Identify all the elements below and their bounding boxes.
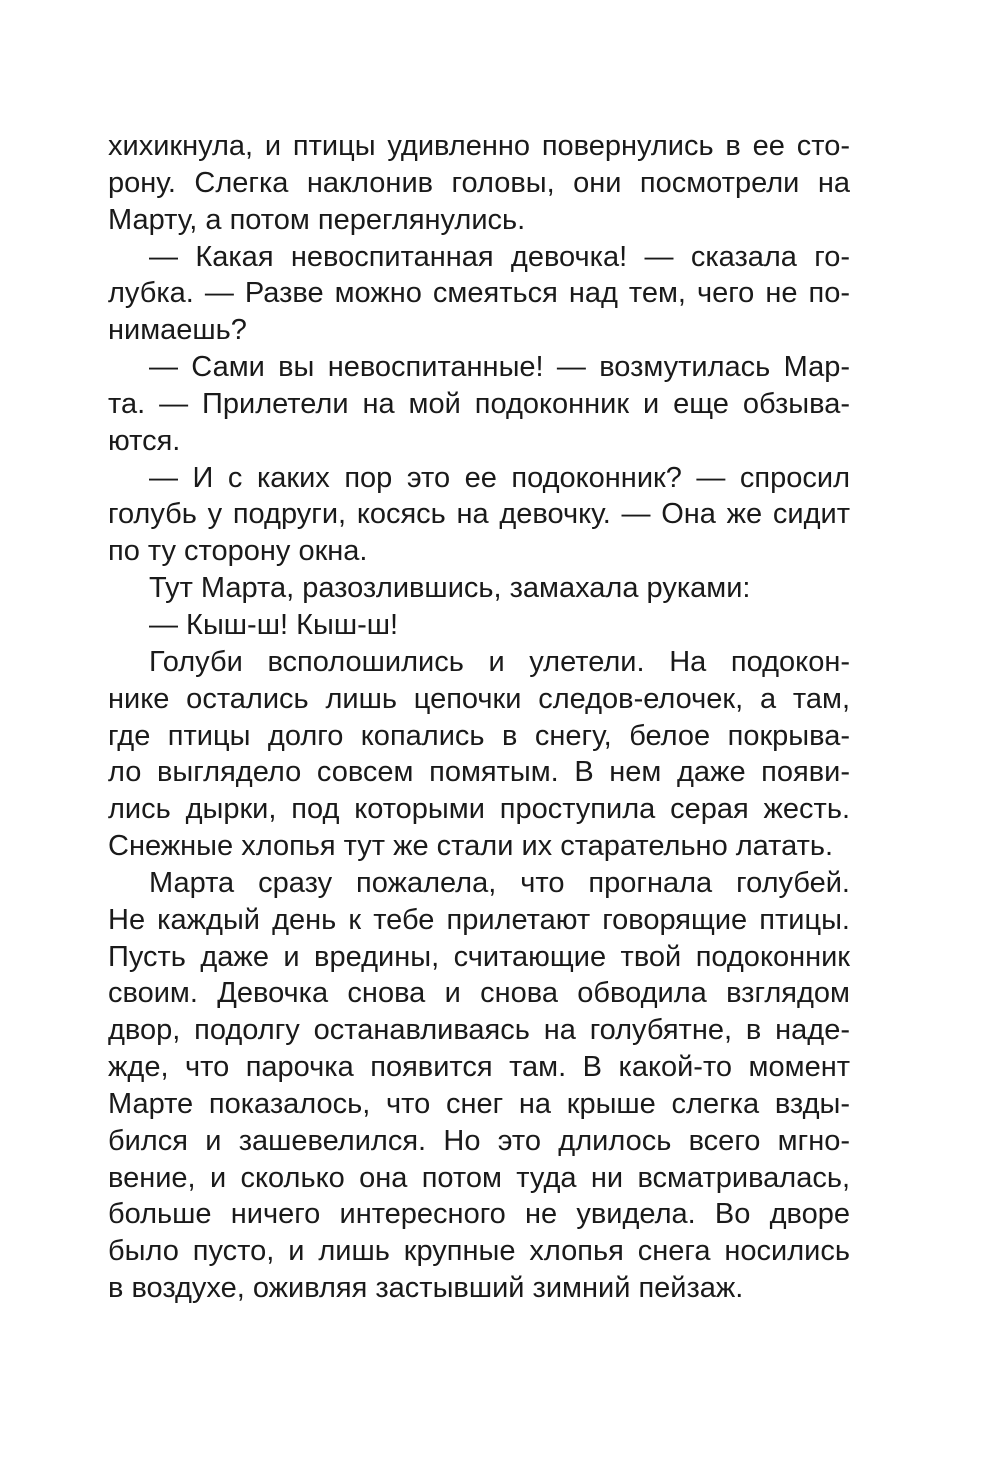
text-line: Голуби всполошились и улетели. На подокон-	[149, 645, 850, 678]
text-line: голубь у подруги, косясь на девочку. — Она же сидит	[108, 498, 850, 531]
text-line: ло выглядело совсем помятым. В нем даже появи-	[108, 756, 850, 789]
text-line: рону. Слегка наклонив головы, они посмотрели на	[108, 166, 850, 199]
text-line: — Кыш-ш! Кыш-ш!	[149, 608, 399, 641]
text-line: — И с каких пор это ее подоконник? — спросил	[149, 461, 850, 494]
text-line: лубка. — Разве можно смеяться над тем, чего не по-	[108, 277, 850, 310]
text-line: Не каждый день к тебе прилетают говорящие птицы.	[108, 903, 850, 936]
text-line: в воздухе, оживляя застывший зимний пейзаж.	[108, 1272, 744, 1305]
text-line: Тут Марта, разозлившись, замахала руками:	[149, 572, 751, 605]
text-line: нике остались лишь цепочки следов-елочек, а там,	[108, 682, 850, 715]
text-line: бился и зашевелился. Но это длилось всего мгно-	[108, 1124, 850, 1157]
text-line: по ту сторону окна.	[108, 535, 368, 568]
text-line: двор, подолгу останавливаясь на голубятне, в наде-	[108, 1014, 850, 1047]
text-line: Марте показалось, что снег на крыше слегка взды-	[108, 1087, 850, 1120]
text-line: хихикнула, и птицы удивленно повернулись в ее сто-	[108, 130, 850, 162]
page-text	[108, 128, 850, 1307]
text-line: — Сами вы невоспитанные! — возмутилась Мар-	[149, 351, 850, 384]
text-line: Марта сразу пожалела, что прогнала голубей.	[149, 866, 850, 899]
text-line: нимаешь?	[108, 314, 247, 347]
text-line: жде, что парочка появится там. В какой-то момент	[108, 1051, 850, 1084]
text-line: больше ничего интересного не увидела. Во дворе	[108, 1198, 850, 1231]
text-line: где птицы долго копались в снегу, белое покрыва-	[108, 719, 850, 752]
text-line: Снежные хлопья тут же стали их старательно латать.	[108, 830, 834, 863]
text-line: лись дырки, под которыми проступила серая жесть.	[108, 793, 850, 826]
text-line: ются.	[108, 424, 181, 457]
text-line: Пусть даже и вредины, считающие твой подоконник	[108, 940, 850, 973]
text-line: Марту, а потом переглянулись.	[108, 203, 526, 236]
text-line: та. — Прилетели на мой подоконник и еще обзыва-	[108, 387, 850, 420]
text-line: своим. Девочка снова и снова обводила взглядом	[108, 977, 850, 1010]
text-line: — Какая невоспитанная девочка! — сказала го-	[149, 240, 850, 273]
text-line: вение, и сколько она потом туда ни всматривалась,	[108, 1161, 850, 1194]
text-line: было пусто, и лишь крупные хлопья снега носились	[108, 1235, 850, 1268]
